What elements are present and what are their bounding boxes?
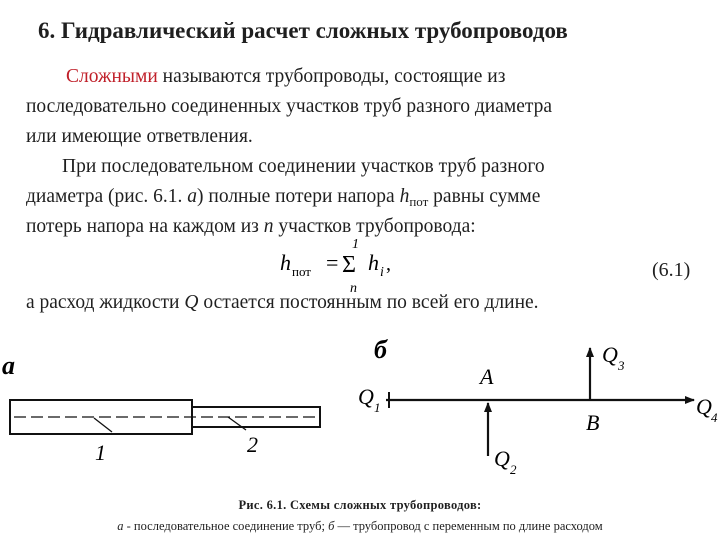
paragraph-1-line-2: последовательно соединенных участков труб разного диаметра — [26, 96, 553, 117]
paragraph-1-line-1 — [66, 62, 720, 92]
q1-symbol: Q — [358, 384, 374, 409]
figure-ref: а — [187, 186, 198, 207]
pipe-2-number: 2 — [247, 432, 258, 457]
slide-title: 6. Гидравлический расчет сложных трубопроводов — [38, 18, 568, 43]
text-span: — трубопровод с переменным по длине расходом — [334, 519, 603, 533]
scheme-b-label: б — [374, 335, 387, 364]
caption-a: а — [117, 519, 124, 533]
q1-label — [358, 384, 381, 415]
caption-b: б — [328, 519, 335, 533]
formula-lhs-h: h — [280, 250, 291, 275]
leader-1 — [94, 418, 112, 432]
q1-subscript: 1 — [374, 400, 381, 415]
text-span: - последовательное соединение труб; — [123, 519, 329, 533]
formula-sigma: Σ — [342, 252, 356, 278]
q4-symbol: Q — [696, 394, 712, 419]
text-span: диаметра (рис. 6.1. — [26, 186, 188, 207]
node-b-label: B — [586, 410, 600, 435]
h-subscript: пот — [409, 194, 429, 209]
text-span: а расход жидкости — [26, 292, 185, 313]
q2-subscript: 2 — [510, 462, 517, 477]
text-span: ) полные потери напора — [197, 186, 400, 207]
figure-6-1 — [0, 328, 720, 498]
scheme-a-label: а — [2, 351, 15, 380]
figure-caption-legend — [0, 519, 720, 534]
q3-subscript: 3 — [618, 358, 625, 373]
n-symbol: n — [263, 216, 274, 237]
text-span: остается постоянным по всей его длине. — [198, 292, 539, 313]
q4-subscript: 4 — [711, 410, 718, 425]
q3-label — [602, 342, 625, 373]
equation-number: (6.1) — [652, 259, 691, 281]
text-span: равны сумме — [428, 186, 541, 207]
formula-lower-limit: n — [350, 281, 357, 296]
text-span: потерь напора на каждом из — [26, 216, 264, 237]
h-symbol: h — [399, 186, 410, 207]
text-span: называются трубопроводы, состоящие из — [157, 66, 506, 87]
formula-comma: , — [386, 253, 391, 275]
paragraph-3 — [26, 288, 539, 318]
formula-equals: = — [326, 250, 339, 275]
q3-symbol: Q — [602, 342, 618, 367]
q2-symbol: Q — [494, 446, 510, 471]
text-span: участков трубопровода: — [273, 216, 476, 237]
highlight-term: Сложными — [66, 66, 158, 87]
formula-term-sub: i — [380, 265, 384, 280]
q-symbol: Q — [184, 292, 199, 313]
formula-lhs-sub: пот — [292, 264, 311, 279]
formula-6-1 — [276, 232, 436, 296]
formula-upper-limit: 1 — [352, 237, 359, 252]
node-a-label: A — [480, 364, 494, 389]
q4-label — [696, 394, 718, 425]
figure-caption-title: Рис. 6.1. Схемы сложных трубопроводов: — [238, 498, 482, 512]
paragraph-2-line-1: При последовательном соединении участков труб разного — [62, 156, 545, 177]
paragraph-1-line-3: или имеющие ответвления. — [26, 126, 253, 147]
pipe-1-number: 1 — [95, 440, 106, 465]
q2-label — [494, 446, 517, 477]
formula-term-h: h — [368, 250, 379, 275]
leader-2 — [228, 417, 246, 430]
